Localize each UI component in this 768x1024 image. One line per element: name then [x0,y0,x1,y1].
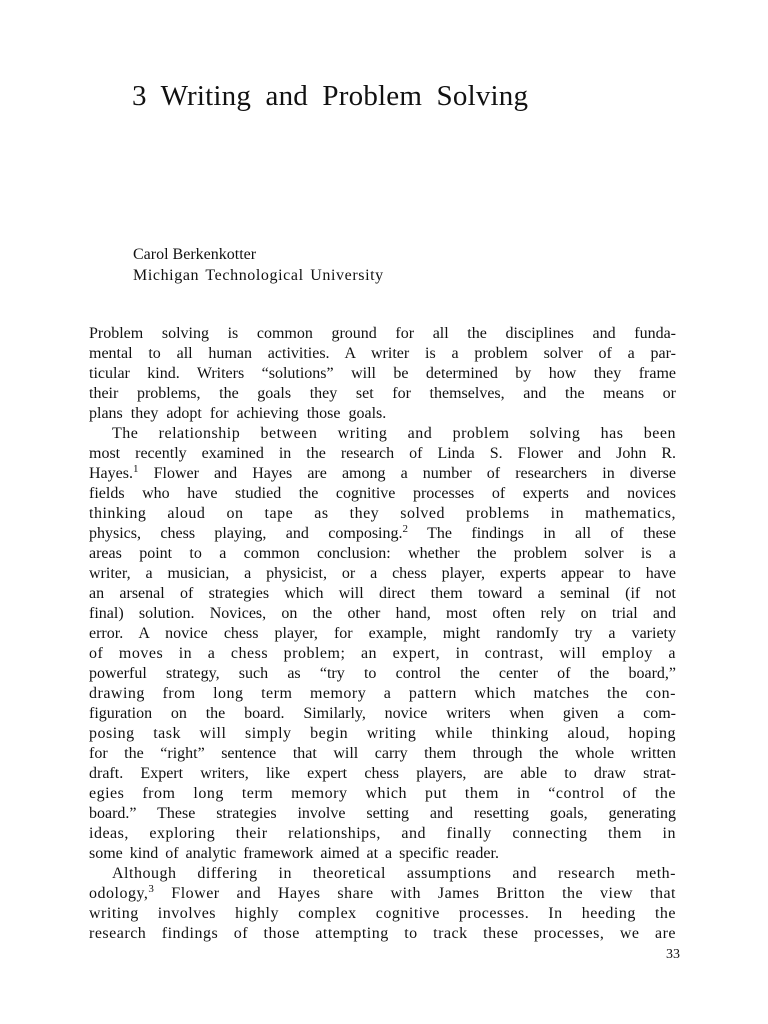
author-block [133,244,384,286]
text-line [89,464,676,484]
text-line: some kind of analytic framework aimed at a specific reader. [89,845,499,862]
text-line: powerful strategy, such as “try to control the center of the board,” [89,665,676,682]
chapter-title: 3 Writing and Problem Solving [132,80,529,112]
footnote-ref: 1 [132,463,139,475]
text-line: mental to all human activities. A writer is a problem solver of a par- [89,345,676,362]
text-line: research findings of those attempting to track these processes, we are [89,925,676,942]
text-line: most recently examined in the research of Linda S. Flower and John R. [89,445,676,462]
text-line: final) solution. Novices, on the other hand, most often rely on trial and [89,605,676,622]
text-line: their problems, the goals they set for themselves, and the means or [89,385,676,402]
text-fragment: Hayes. [89,465,133,482]
text-line: writer, a musician, a physicist, or a chess player, experts appear to have [89,565,676,582]
text-line [89,884,676,904]
page-number: 33 [666,947,680,962]
body-text [89,324,676,944]
text-line: Although differing in theoretical assumptions and research meth- [112,865,676,882]
text-line: for the “right” sentence that will carry them through the whole written [89,745,676,762]
text-line: writing involves highly complex cognitive processes. In heeding the [89,905,676,922]
text-line: The relationship between writing and problem solving has been [112,425,676,442]
text-line: figuration on the board. Similarly, novice writers when given a com- [89,705,676,722]
footnote-ref: 3 [148,883,155,895]
text-line: egies from long term memory which put them in “control of the [89,785,676,802]
text-fragment: physics, chess playing, and composing. [89,525,403,542]
text-fragment: Flower and Hayes are among a number of researchers in diverse [153,465,677,482]
text-line: thinking aloud on tape as they solved problems in mathematics, [89,505,676,522]
text-fragment: odology, [89,885,149,902]
text-line: draft. Expert writers, like expert chess players, are able to draw strat- [89,765,676,782]
text-line: ticular kind. Writers “solutions” will be determined by how they frame [89,365,676,382]
text-line: fields who have studied the cognitive processes of experts and novices [89,485,676,502]
text-line: posing task will simply begin writing while thinking aloud, hoping [89,725,676,742]
text-line: plans they adopt for achieving those goals. [89,405,387,422]
author-affiliation: Michigan Technological University [133,267,384,284]
text-line: of moves in a chess problem; an expert, in contrast, will employ a [89,645,676,662]
text-fragment: The findings in all of these [427,525,677,542]
text-line [89,524,676,544]
text-line: an arsenal of strategies which will direct them toward a seminal (if not [89,585,676,602]
text-fragment: Flower and Hayes share with James Britton the view that [171,885,676,902]
text-line: ideas, exploring their relationships, and finally connecting them in [89,825,676,842]
footnote-ref: 2 [402,523,409,535]
text-line: error. A novice chess player, for example, might randomIy try a variety [89,625,676,642]
author-name: Carol Berkenkotter [133,246,257,263]
text-line: drawing from long term memory a pattern which matches the con- [89,685,676,702]
text-line: areas point to a common conclusion: whether the problem solver is a [89,545,676,562]
text-line: board.” These strategies involve setting and resetting goals, generating [89,805,676,822]
text-line: Problem solving is common ground for all the disciplines and funda- [89,325,676,342]
